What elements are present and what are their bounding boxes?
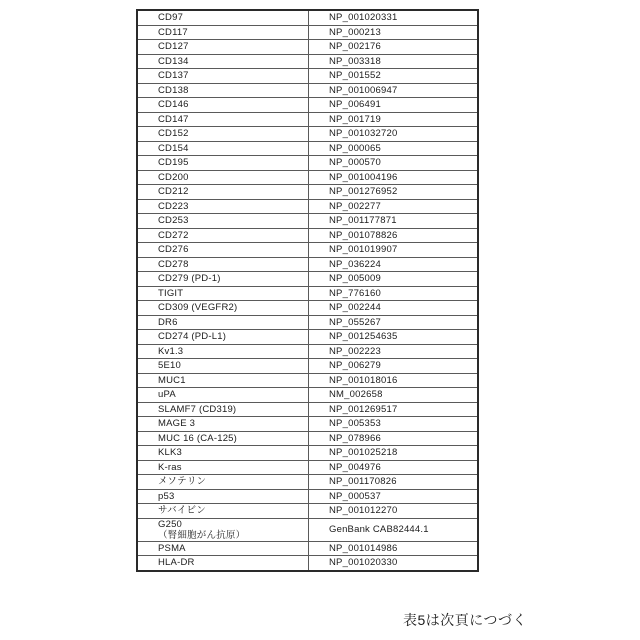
table-row <box>137 272 478 287</box>
antigen-cell: K-ras <box>137 460 309 475</box>
accession-cell: NP_001006947 <box>309 83 479 98</box>
antigen-cell: CD309 (VEGFR2) <box>137 301 309 316</box>
table-row <box>137 141 478 156</box>
table-row <box>137 83 478 98</box>
antigen-cell: CD137 <box>137 69 309 84</box>
table-row <box>137 156 478 171</box>
table-row <box>137 40 478 55</box>
table-row <box>137 330 478 345</box>
antigen-cell: CD223 <box>137 199 309 214</box>
accession-cell: NP_006491 <box>309 98 479 113</box>
table-row <box>137 301 478 316</box>
table-row <box>137 170 478 185</box>
accession-cell: NP_000570 <box>309 156 479 171</box>
antigen-cell: HLA-DR <box>137 556 309 571</box>
accession-cell: NP_000537 <box>309 489 479 504</box>
accession-cell: NP_001254635 <box>309 330 479 345</box>
antigen-cell: PSMA <box>137 541 309 556</box>
accession-cell: NP_001004196 <box>309 170 479 185</box>
table-row <box>137 431 478 446</box>
table-row <box>137 214 478 229</box>
accession-cell: NP_002223 <box>309 344 479 359</box>
antigen-cell: p53 <box>137 489 309 504</box>
accession-cell: NP_001269517 <box>309 402 479 417</box>
antigen-cell: CD200 <box>137 170 309 185</box>
accession-cell: NP_000213 <box>309 25 479 40</box>
antigen-cell: CD138 <box>137 83 309 98</box>
table-row <box>137 344 478 359</box>
antigen-cell: CD276 <box>137 243 309 258</box>
table-row <box>137 373 478 388</box>
table-row <box>137 243 478 258</box>
table-row <box>137 25 478 40</box>
antigen-cell: CD127 <box>137 40 309 55</box>
antigen-cell: CD117 <box>137 25 309 40</box>
table-row <box>137 127 478 142</box>
accession-cell: NP_001019907 <box>309 243 479 258</box>
table-body <box>137 10 478 571</box>
antigen-cell: MAGE 3 <box>137 417 309 432</box>
table-row <box>137 556 478 571</box>
antigen-cell: CD134 <box>137 54 309 69</box>
accession-cell: NP_005009 <box>309 272 479 287</box>
antigen-cell: CD147 <box>137 112 309 127</box>
antigen-cell: CD272 <box>137 228 309 243</box>
accession-cell: NP_006279 <box>309 359 479 374</box>
table-row <box>137 315 478 330</box>
accession-cell: NP_004976 <box>309 460 479 475</box>
table-row <box>137 112 478 127</box>
accession-cell: NP_055267 <box>309 315 479 330</box>
accession-cell: NP_001018016 <box>309 373 479 388</box>
antigen-cell: サバイビン <box>137 504 309 519</box>
accession-cell: NP_000065 <box>309 141 479 156</box>
antigen-cell: TIGIT <box>137 286 309 301</box>
table-row <box>137 359 478 374</box>
accession-cell: NP_078966 <box>309 431 479 446</box>
accession-cell: NP_001020331 <box>309 10 479 25</box>
accession-cell: NP_001014986 <box>309 541 479 556</box>
table-row <box>137 475 478 490</box>
antigen-cell: MUC 16 (CA-125) <box>137 431 309 446</box>
table-row <box>137 518 478 541</box>
accession-cell: NP_002176 <box>309 40 479 55</box>
antigen-cell: CD274 (PD-L1) <box>137 330 309 345</box>
antigen-cell: SLAMF7 (CD319) <box>137 402 309 417</box>
antigen-cell: KLK3 <box>137 446 309 461</box>
table-row <box>137 54 478 69</box>
accession-cell: NP_005353 <box>309 417 479 432</box>
table-row <box>137 10 478 25</box>
table-row <box>137 541 478 556</box>
antigen-cell: 5E10 <box>137 359 309 374</box>
antigen-cell: uPA <box>137 388 309 403</box>
accession-cell: NP_001025218 <box>309 446 479 461</box>
accession-cell: NP_776160 <box>309 286 479 301</box>
table-row <box>137 446 478 461</box>
accession-cell: NP_002277 <box>309 199 479 214</box>
table-row <box>137 489 478 504</box>
accession-cell: NP_001078826 <box>309 228 479 243</box>
antigen-cell: G250 （腎細胞がん抗原） <box>137 518 309 541</box>
table-row <box>137 460 478 475</box>
accession-cell: NP_001032720 <box>309 127 479 142</box>
accession-cell: NP_001177871 <box>309 214 479 229</box>
antigen-cell: CD279 (PD-1) <box>137 272 309 287</box>
table-row <box>137 286 478 301</box>
antigen-cell: CD154 <box>137 141 309 156</box>
antigen-cell: メソテリン <box>137 475 309 490</box>
table-row <box>137 98 478 113</box>
accession-cell: NP_001020330 <box>309 556 479 571</box>
table-row <box>137 69 478 84</box>
accession-cell: GenBank CAB82444.1 <box>309 518 479 541</box>
table-row <box>137 417 478 432</box>
table-continuation-note: 表5は次頁につづく <box>403 612 528 628</box>
accession-cell: NP_001012270 <box>309 504 479 519</box>
table-row <box>137 388 478 403</box>
table-row <box>137 185 478 200</box>
antigen-cell: CD146 <box>137 98 309 113</box>
antigen-cell: Kv1.3 <box>137 344 309 359</box>
antigen-cell: CD195 <box>137 156 309 171</box>
antigen-cell: CD152 <box>137 127 309 142</box>
antigen-accession-table <box>136 9 479 572</box>
antigen-cell: CD97 <box>137 10 309 25</box>
table-row <box>137 257 478 272</box>
antigen-cell: CD212 <box>137 185 309 200</box>
accession-cell: NP_003318 <box>309 54 479 69</box>
antigen-cell: CD253 <box>137 214 309 229</box>
table-row <box>137 504 478 519</box>
accession-cell: NP_001719 <box>309 112 479 127</box>
accession-cell: NP_001552 <box>309 69 479 84</box>
antigen-cell: MUC1 <box>137 373 309 388</box>
accession-cell: NP_036224 <box>309 257 479 272</box>
accession-cell: NP_002244 <box>309 301 479 316</box>
table-row <box>137 402 478 417</box>
antigen-cell: CD278 <box>137 257 309 272</box>
table-row <box>137 228 478 243</box>
table-row <box>137 199 478 214</box>
antigen-cell: DR6 <box>137 315 309 330</box>
accession-cell: NM_002658 <box>309 388 479 403</box>
accession-cell: NP_001170826 <box>309 475 479 490</box>
accession-cell: NP_001276952 <box>309 185 479 200</box>
